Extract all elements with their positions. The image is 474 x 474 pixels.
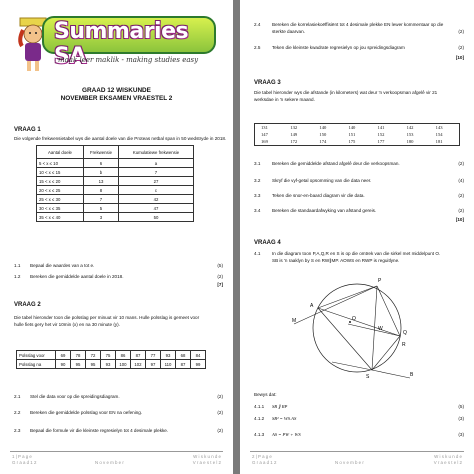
question-3-title: VRAAG 3 (254, 80, 281, 86)
question-mark: (2) (458, 208, 464, 213)
footer-divider (250, 451, 464, 452)
question-num: 4.1.1 (254, 404, 265, 409)
point-label: O (352, 316, 356, 322)
question-num: 2.2 (14, 410, 21, 415)
question-1-title: VRAAG 1 (14, 127, 41, 133)
question-text: Bepaal die waardes van a tot e. (30, 263, 95, 268)
question-mark: (2) (217, 394, 223, 399)
proof-statement: SB² = WS.AS (272, 416, 297, 421)
table-header: Kumulatiewe frekwensie (119, 146, 194, 159)
question-text: Teken die kleinste kwadrate regresielyn op jou spreidingsdiagram (272, 45, 405, 50)
circle-geometry-diagram (292, 270, 422, 380)
question-mark: (5) (458, 404, 464, 409)
question-num: 3.3 (254, 193, 261, 198)
page-2 (240, 0, 474, 474)
table-header: Frekwensie (84, 146, 119, 159)
question-num: 2.5 (254, 45, 261, 50)
question-mark: (2) (217, 274, 223, 279)
point-label: S (366, 374, 370, 380)
point-label: M (292, 318, 297, 324)
question-mark: (2) (217, 428, 223, 433)
question-text: Bereken die standaardafwyking van afstand gereis. (272, 208, 377, 213)
question-4-line-2: SB is 'n raaklyn by S en RW∥MP. AOWS en RWP is reguitlyne. (272, 258, 400, 263)
footer-month: N o v e m b e r (335, 460, 364, 465)
footer-page: 2 | P a g e (252, 454, 272, 459)
question-mark: (5) (217, 263, 223, 268)
footer-grade: G r a a d 1 2 (252, 460, 277, 465)
question-mark: (2) (458, 193, 464, 198)
pulse-table (16, 350, 206, 369)
table-row: 15 < x ≤ 20 13 27 (37, 177, 194, 186)
table-row: Polsslag na 90 95 95 93 100 102 97 110 87 99 (17, 360, 206, 369)
question-text: Bereken die gemiddelde afstand afgelê deur die verkoopsman. (272, 161, 400, 166)
logo-wordmark: Summaries SA (54, 19, 189, 69)
table-row: 25 < x ≤ 30 7 42 (37, 195, 194, 204)
question-num: 1.1 (14, 263, 21, 268)
question-2-title: VRAAG 2 (14, 302, 41, 308)
question-num: 4.1.3 (254, 432, 265, 437)
point-label: B (410, 372, 414, 378)
logo-tagline: maak leer maklik - making studies easy (58, 56, 199, 64)
point-label: W (378, 326, 383, 332)
table-row: 131 132 140 140 141 142 143 (261, 125, 443, 130)
point-label: P (378, 278, 382, 284)
footer-subject: W i s k u n d e (434, 454, 462, 459)
question-num: 3.2 (254, 178, 261, 183)
question-2-intro-1: Die tabel hieronder toon die polsslag per minuut vir 10 mans. Hulle polsslag is gemeet voor (14, 315, 200, 320)
page-1 (0, 0, 233, 474)
point-label: A (310, 303, 314, 309)
footer-divider (10, 451, 223, 452)
question-num: 1.2 (14, 274, 21, 279)
question-num: 2.3 (14, 428, 21, 433)
footer-subject: W i s k u n d e (193, 454, 221, 459)
table-row: 30 < x ≤ 35 5 47 (37, 204, 194, 213)
distance-table (254, 123, 460, 146)
question-num: 4.1.2 (254, 416, 265, 421)
question-text: Teken die snor-en-baard diagram vir die data. (272, 193, 365, 198)
question-4-line-1: In die diagram toon P,A,Q,R en S is op die omtrek van die sirkel met middelpunt O. (272, 251, 441, 256)
question-total: [10] (455, 217, 464, 222)
table-row: 169 172 174 175 177 180 181 (261, 139, 443, 144)
question-mark: (2) (458, 29, 464, 34)
table-row: 10 < x ≤ 15 b 7 (37, 168, 194, 177)
proof-heading: Bewys dat: (254, 392, 277, 397)
question-1-intro: Die volgende frekwensietabel wys die aantal doele van die Proteas netbal span in 50 wedstryde in 2018. (14, 136, 227, 141)
question-2-intro-2: hulle fiets gery het vir 10min (x) en na 30 minute (y). (14, 322, 120, 327)
table-header: Aantal doele (37, 146, 84, 159)
question-text: Bereken die korrelasiekoëffisiënt tot 4 desimale plekke EN lewer kommentaar op die (272, 22, 444, 27)
table-row: 20 < x ≤ 25 8 c (37, 186, 194, 195)
footer-page: 1 | P a g e (12, 454, 32, 459)
question-num: 2.4 (254, 22, 261, 27)
question-num: 3.1 (254, 161, 261, 166)
frequency-table (36, 145, 194, 222)
question-mark: (2) (458, 161, 464, 166)
circle-outline (313, 284, 401, 372)
exam-grade-heading: GRAAD 12 WISKUNDE (82, 87, 151, 94)
question-total: [10] (455, 55, 464, 60)
question-mark: (3) (458, 432, 464, 437)
question-3-intro-2: werksdae in 'n sekere maand. (254, 97, 315, 102)
point-label: R (402, 342, 406, 348)
question-text: Skryf die vyf-getal opsomming van die data neer. (272, 178, 372, 183)
table-row: 147 149 150 151 152 153 154 (261, 132, 443, 137)
proof-statement: AS = PW + WS (272, 432, 301, 437)
question-text: Bereken die gemiddelde aantal doele in 2018. (30, 274, 124, 279)
point-label: Q (403, 330, 407, 336)
question-mark: (2) (217, 410, 223, 415)
proof-statement: SB ∥ RP (272, 404, 288, 409)
summaries-sa-logo (14, 12, 214, 82)
footer-grade: G r a a d 1 2 (12, 460, 37, 465)
question-text: sterkte daarvan. (272, 29, 305, 34)
table-row: 35 < x ≤ 40 3 50 (37, 213, 194, 222)
question-mark: (3) (458, 416, 464, 421)
question-3-intro-1: Die tabel hieronder wys die afstande (in kilometers) wat deur 'n verkoopsman afgelê vir 21 (254, 90, 438, 95)
question-num: 3.4 (254, 208, 261, 213)
question-total: [7] (217, 282, 223, 287)
table-row: 5 < x ≤ 10 6 a (37, 159, 194, 168)
question-text: Bereken die gemiddelde polsslag voor EN na oefening. (30, 410, 143, 415)
question-mark: (2) (458, 45, 464, 50)
exam-title-heading: NOVEMBER EKSAMEN VRAESTEL 2 (60, 95, 173, 102)
question-text: Bepaal die formule vir die kleinste regresielyn tot 4 desimale plekke. (30, 428, 169, 433)
footer-paper: V r a e s t e l 2 (433, 460, 462, 465)
footer-paper: V r a e s t e l 2 (192, 460, 221, 465)
question-mark: (4) (458, 178, 464, 183)
footer-month: N o v e m b e r (95, 460, 124, 465)
question-text: Stel die data voor op die spreidingsdiagram. (30, 394, 120, 399)
question-num: 4.1 (254, 251, 261, 256)
table-row: Polsslag voor 69 78 72 75 86 87 77 93 68 84 (17, 351, 206, 360)
question-4-title: VRAAG 4 (254, 240, 281, 246)
question-num: 2.1 (14, 394, 21, 399)
